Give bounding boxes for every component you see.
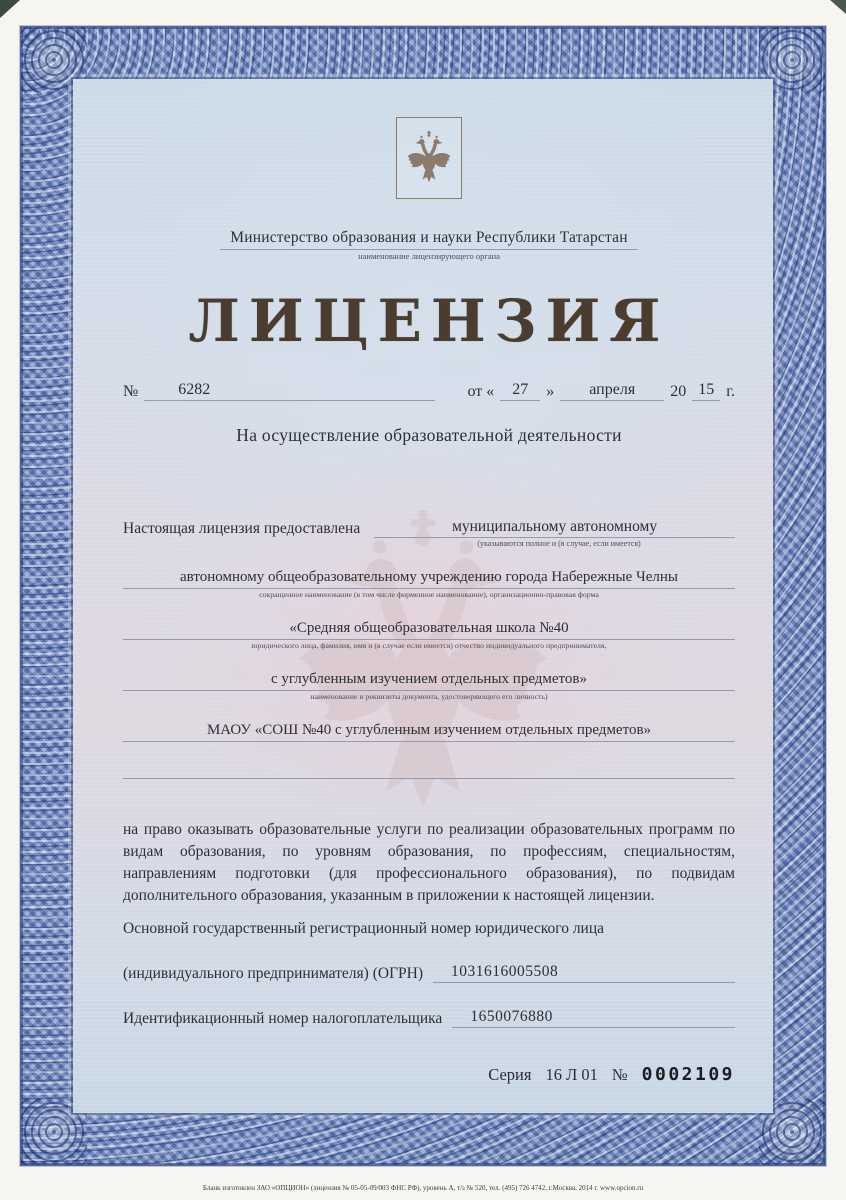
eagle-emblem-icon [402, 124, 456, 192]
document-content [73, 79, 773, 1113]
license-subtitle: На осуществление образовательной деятельности [236, 425, 622, 445]
scan-artifact-left [0, 0, 20, 18]
series-no-label: № [611, 1065, 628, 1084]
org-short-name-line: МАОУ «СОШ №40 с углубленным изучением отдельных предметов» [123, 722, 735, 742]
grantee-label: Настоящая лицензия предоставлена [123, 520, 361, 537]
org-name-line-2: «Средняя общеобразовательная школа №40 [123, 620, 735, 640]
series-row [123, 1064, 735, 1085]
issue-date-year: 15 [692, 381, 720, 401]
year-prefix: 20 [670, 383, 687, 400]
inn-label: Идентификационный номер налогоплательщика [123, 1010, 443, 1027]
date-from-label: от « [467, 383, 495, 400]
org-name-caption-3: наименование и реквизиты документа, удостоверяющего его личность) [310, 692, 548, 701]
date-quote-close: » [546, 383, 555, 400]
license-number-row [123, 381, 735, 401]
license-number-value: 6282 [144, 381, 435, 401]
issue-date-day: 27 [500, 381, 540, 401]
document-field [73, 79, 773, 1113]
coat-of-arms-box [396, 117, 462, 199]
decorative-guilloche-border [20, 26, 826, 1166]
ogrn-label-line2: (индивидуального предпринимателя) (ОГРН) [123, 965, 424, 982]
inn-row [123, 1008, 735, 1028]
blank-manufacturer-footer: Бланк изготовлен ЗАО «ОПЦИОН» (лицензия № 05-05-09/003 ФНС РФ), уровень А, т/з № 520, тел. (495) 726 4742, г.Москва, 2014 г. www.opcion.ru [202, 1184, 644, 1192]
ogrn-value: 1031616005508 [433, 963, 735, 983]
license-title: ЛИЦЕНЗИЯ [188, 287, 670, 355]
issuing-authority [123, 229, 735, 261]
grantee-caption: (указываются полное и (в случае, если имеется) [477, 539, 641, 548]
series-value: 16 Л 01 [545, 1065, 598, 1084]
ogrn-label-line1: Основной государственный регистрационный номер юридического лица [123, 920, 605, 937]
grantee-type-value: муниципальному автономному [374, 518, 735, 538]
empty-ruled-line [123, 762, 735, 779]
ogrn-row [123, 963, 735, 983]
org-name-caption-1: сокращенное наименование (в том числе фирменное наименование), организационно-правовая форма [259, 590, 599, 599]
issue-date-month: апреля [560, 381, 664, 401]
year-suffix: г. [726, 383, 735, 400]
org-name-line-1: автономному общеобразовательному учреждению города Набережные Челны [123, 569, 735, 589]
org-name-line-3: с углубленным изучением отдельных предметов» [123, 671, 735, 691]
series-label: Серия [488, 1065, 532, 1084]
ministry-name: Министерство образования и науки Республики Татарстан [220, 229, 638, 250]
scan-artifact-right [830, 0, 846, 14]
series-number: 0002109 [641, 1064, 735, 1085]
ministry-caption: наименование лицензирующего органа [358, 251, 500, 261]
license-number-label: № [123, 383, 139, 400]
inn-value: 1650076880 [452, 1008, 735, 1028]
grantee-row [123, 518, 735, 538]
org-name-caption-2: юридического лица, фамилия, имя и (в случае если имеется) отчество индивидуального предпринимателя, [251, 641, 607, 650]
license-scope-paragraph: на право оказывать образовательные услуги по реализации образовательных программ по видам образования, по уровням образования, по профессиям, специальностям, направлениям подготовки (для профессионального образования), по подвидам дополнительного образования, указанным в приложении к настоящей лицензии. [123, 821, 735, 904]
